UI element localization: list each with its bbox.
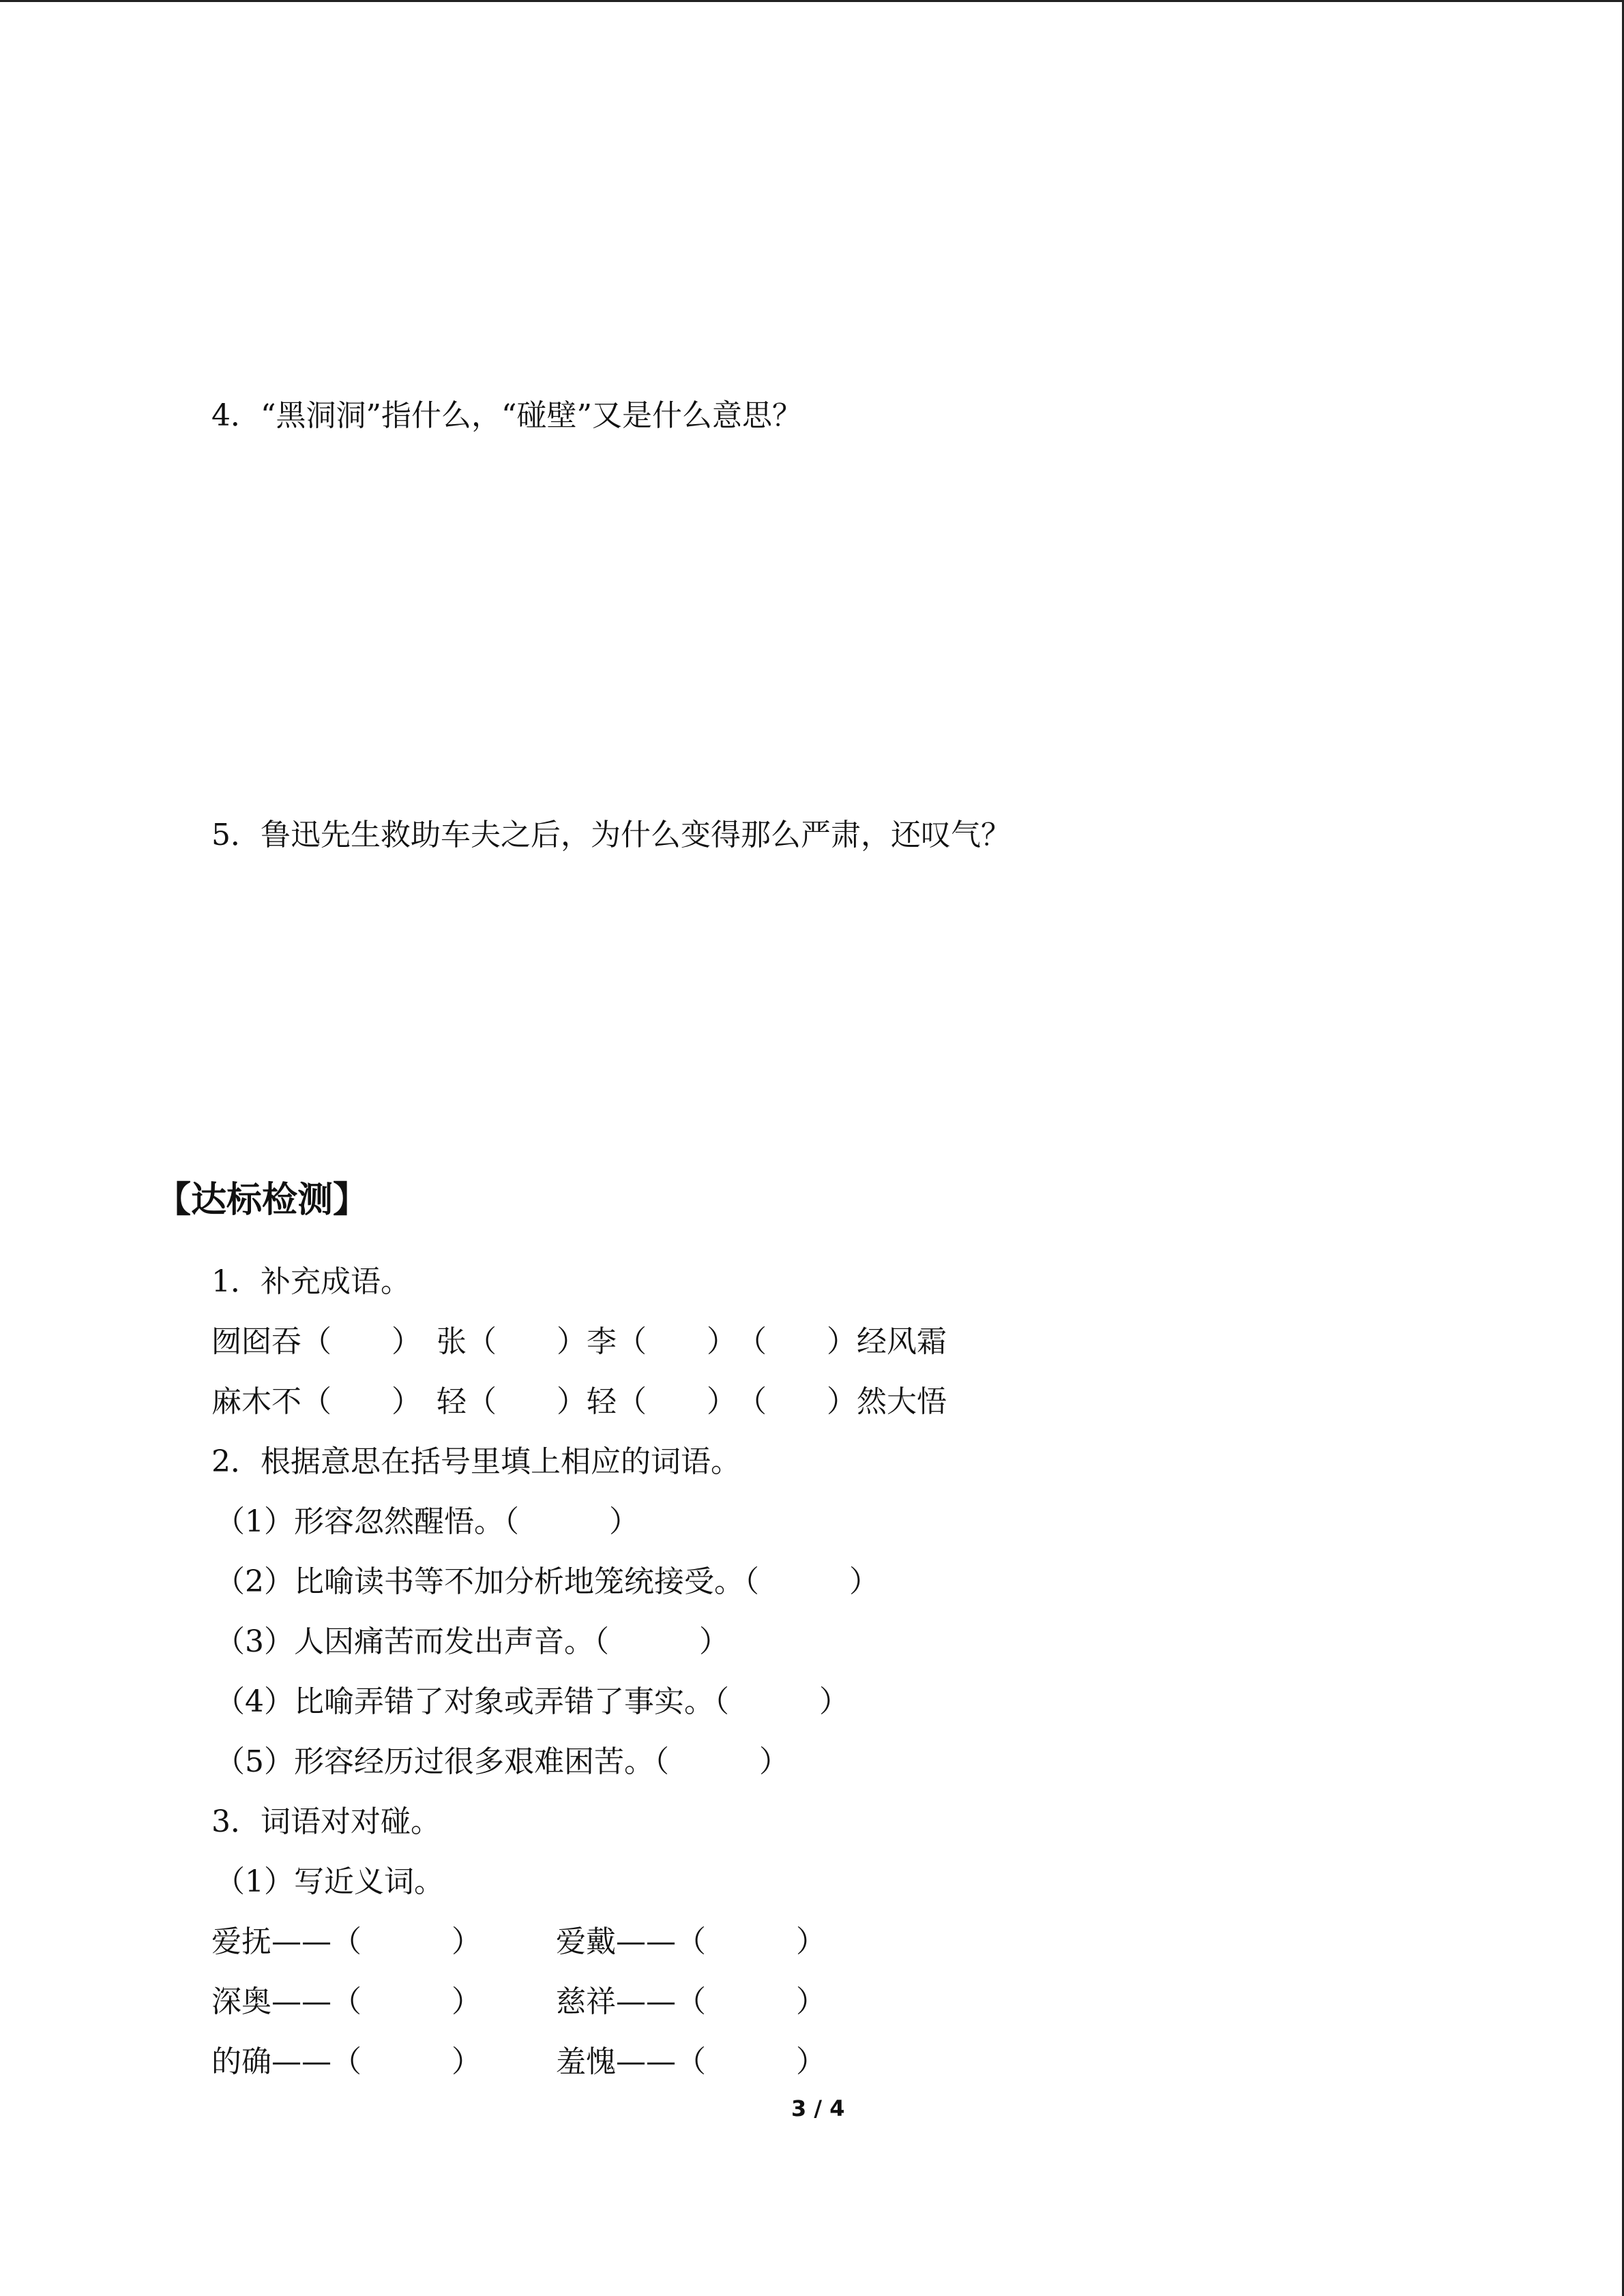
synonym-left-1: 爱抚——（ ） (211, 1924, 482, 1959)
page-top-border (0, 0, 1624, 2)
synonym-right-1: 爱戴——（ ） (556, 1924, 826, 1959)
synonym-left-3: 的确——（ ） (211, 2044, 482, 2079)
item-2-line-3: （3）人因痛苦而发出声音。（ ） (215, 1624, 729, 1659)
synonym-right-3: 羞愧——（ ） (556, 2044, 826, 2079)
item-2-line-4: （4）比喻弄错了对象或弄错了事实。（ ） (215, 1684, 849, 1719)
item-2-line-1: （1）形容忽然醒悟。（ ） (215, 1504, 639, 1539)
item-2-line-5: （5）形容经历过很多艰难困苦。（ ） (215, 1744, 789, 1779)
section-title: 【达标检测】 (156, 1180, 369, 1221)
item-1-title: 1．补充成语。 (211, 1264, 411, 1299)
question-5: 5．鲁迅先生救助车夫之后，为什么变得那么严肃，还叹气？ (211, 818, 1011, 852)
synonym-right-2: 慈祥——（ ） (556, 1984, 826, 2019)
idiom-row-1: 囫囵吞（ ） 张（ ）李（ ） （ ）经风霜 (211, 1324, 947, 1359)
item-3-title: 3．词语对对碰。 (211, 1804, 441, 1839)
page-number: 3 / 4 (791, 2096, 845, 2121)
synonym-left-2: 深奥——（ ） (211, 1984, 482, 2019)
idiom-row-2: 麻木不（ ） 轻（ ）轻（ ） （ ）然大悟 (211, 1384, 947, 1419)
item-2-line-2: （2）比喻读书等不加分析地笼统接受。（ ） (215, 1564, 879, 1599)
question-4: 4．“黑洞洞”指什么，“碰壁”又是什么意思？ (211, 398, 802, 433)
item-3-sub-1: （1）写近义词。 (215, 1864, 444, 1899)
item-2-title: 2．根据意思在括号里填上相应的词语。 (211, 1444, 741, 1479)
